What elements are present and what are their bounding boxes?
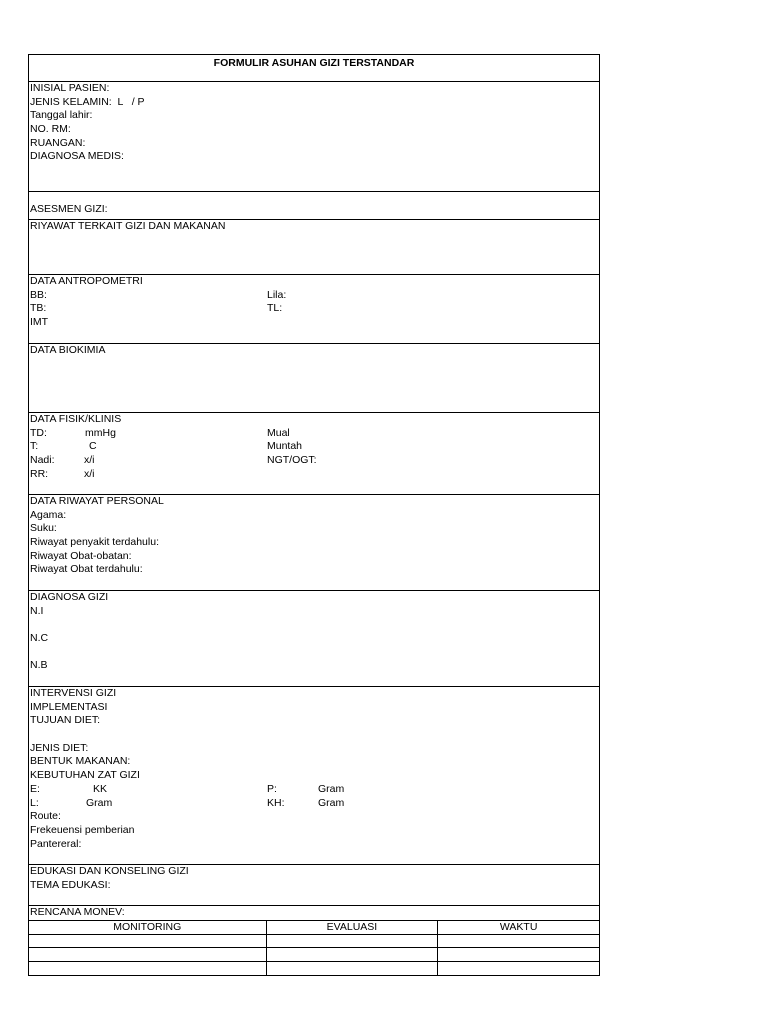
bmi-field[interactable]: IMT [30,316,49,329]
nausea-field[interactable]: Mual [267,426,290,439]
nutrition-history-label: RIYAWAT TERKAIT GIZI DAN MAKANAN [30,220,226,232]
blood-pressure-field[interactable]: TD: [30,426,47,439]
monitoring-cell[interactable] [29,934,267,948]
ethnicity-field[interactable]: Suku: [30,522,57,535]
pulse-unit: x/i [84,454,95,467]
monev-section [28,905,600,976]
past-medication-field[interactable]: Riwayat Obat terdahulu: [30,563,143,576]
gender-field[interactable]: JENIS KELAMIN: L / P [30,95,145,108]
temperature-unit: C [89,440,97,453]
physical-clinical-section [28,412,600,494]
biochemistry-header: DATA BIOKIMIA [30,344,106,356]
monev-table [28,920,600,976]
energy-field[interactable]: E: [30,782,40,795]
nutrition-history-section[interactable] [28,219,600,274]
patient-initial-field[interactable]: INISIAL PASIEN: [30,82,110,94]
assessment-section [28,191,600,219]
parenteral-field[interactable]: Pantereral: [30,837,82,850]
diet-goal-field[interactable]: TUJUAN DIET: [30,714,101,727]
monitoring-cell[interactable] [29,948,267,962]
evaluation-cell[interactable] [266,934,438,948]
monitoring-cell[interactable] [29,962,267,976]
evaluation-cell[interactable] [266,948,438,962]
table-row[interactable] [29,934,600,948]
nutrition-care-form [28,54,600,976]
room-field[interactable]: RUANGAN: [30,136,86,149]
respiration-unit: x/i [84,467,95,480]
birthdate-field[interactable]: Tanggal lahir: [30,109,93,122]
evaluation-cell[interactable] [266,962,438,976]
height-field[interactable]: TB: [30,302,47,315]
medical-record-field[interactable]: NO. RM: [30,123,71,136]
disease-history-field[interactable]: Riwayat penyakit terdahulu: [30,536,159,549]
implementation-label: IMPLEMENTASI [30,700,108,713]
upper-arm-field[interactable]: Lila: [267,288,287,301]
monitoring-column-header: MONITORING [29,921,267,935]
religion-field[interactable]: Agama: [30,508,67,521]
protein-field[interactable]: P: [267,782,277,795]
temperature-field[interactable]: T: [30,440,39,453]
food-form-field[interactable]: BENTUK MAKANAN: [30,755,131,768]
time-cell[interactable] [438,948,600,962]
intervention-section [28,686,600,864]
frequency-field[interactable]: Frekeuensi pemberian [30,823,135,836]
diagnosis-header: DIAGNOSA GIZI [30,591,109,603]
nutrition-diagnosis-section [28,590,600,686]
blood-pressure-unit: mmHg [85,426,116,439]
biochemistry-section[interactable] [28,343,600,412]
weight-field[interactable]: BB: [30,288,47,301]
monev-header-row [29,921,600,935]
diagnosis-ni-field[interactable]: N.I [30,604,44,617]
fat-field[interactable]: L: [30,796,39,809]
education-theme-field[interactable]: TEMA EDUKASI: [30,878,111,891]
pulse-field[interactable]: Nadi: [30,454,55,467]
intervention-header: INTERVENSI GIZI [30,687,117,699]
time-cell[interactable] [438,962,600,976]
table-row[interactable] [29,962,600,976]
personal-header: DATA RIWAYAT PERSONAL [30,495,164,507]
medication-field[interactable]: Riwayat Obat-obatan: [30,549,132,562]
assessment-label: ASESMEN GIZI: [30,203,108,215]
diagnosis-nc-field[interactable]: N.C [30,632,49,645]
diet-type-field[interactable]: JENIS DIET: [30,741,89,754]
fat-unit: Gram [86,796,113,809]
nutrient-needs-label: KEBUTUHAN ZAT GIZI [30,769,140,782]
carb-unit: Gram [318,796,345,809]
route-field[interactable]: Route: [30,810,61,823]
carb-field[interactable]: KH: [267,796,285,809]
time-cell[interactable] [438,934,600,948]
diagnosis-nb-field[interactable]: N.B [30,659,48,672]
personal-history-section [28,494,600,590]
protein-unit: Gram [318,782,345,795]
knee-height-field[interactable]: TL: [267,302,283,315]
physical-header: DATA FISIK/KLINIS [30,413,122,425]
monev-label: RENCANA MONEV: [30,906,125,918]
education-header: EDUKASI DAN KONSELING GIZI [30,865,189,877]
vomit-field[interactable]: Muntah [267,440,303,453]
evaluation-column-header: EVALUASI [266,921,438,935]
medical-diagnosis-field[interactable]: DIAGNOSA MEDIS: [30,150,124,163]
anthropometry-section [28,274,600,343]
form-title: FORMULIR ASUHAN GIZI TERSTANDAR [28,54,600,81]
education-section [28,864,600,905]
ngt-ogt-field[interactable]: NGT/OGT: [267,454,317,467]
time-column-header: WAKTU [438,921,600,935]
table-row[interactable] [29,948,600,962]
patient-section [28,81,600,191]
energy-unit: KK [93,782,108,795]
anthropometry-header: DATA ANTROPOMETRI [30,275,143,287]
respiration-field[interactable]: RR: [30,467,49,480]
